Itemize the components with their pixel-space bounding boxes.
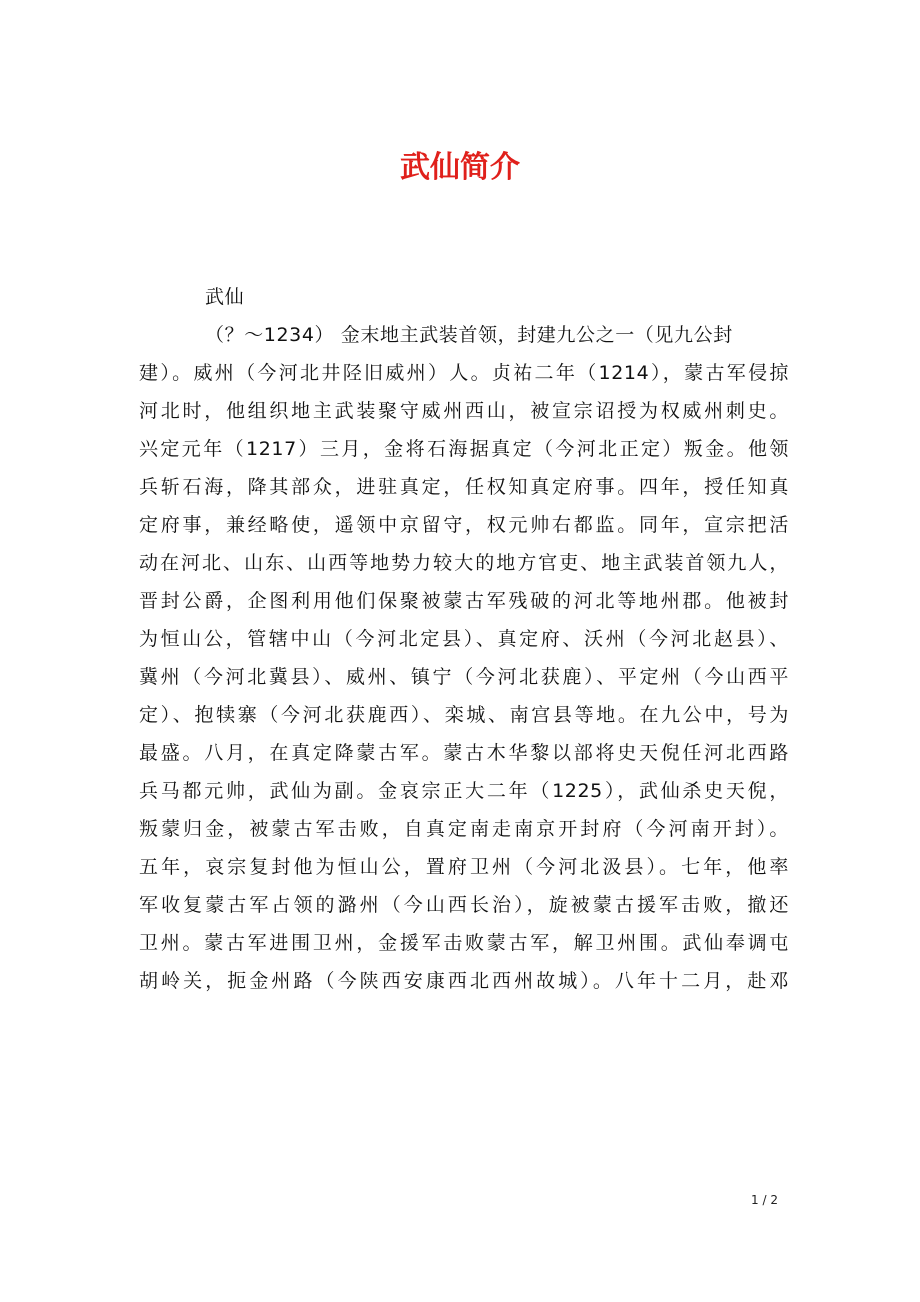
paragraph-line: 定府事，兼经略使，遥领中京留守，权元帅右都监。同年，宣宗把活 [139, 514, 789, 536]
section-heading: 武仙 [205, 286, 245, 308]
paragraph-line: 晋封公爵，企图利用他们保聚被蒙古军残破的河北等地州郡。他被封 [139, 590, 789, 612]
paragraph-line: 兵斩石海，降其部众，进驻真定，任权知真定府事。四年，授任知真 [139, 476, 789, 498]
paragraph-line: 兵马都元帅，武仙为副。金哀宗正大二年（1225），武仙杀史天倪， [139, 780, 789, 802]
paragraph-line: 定）、抱犊寨（今河北获鹿西）、栾城、南宫县等地。在九公中，号为 [139, 704, 789, 726]
paragraph-line: 河北时，他组织地主武装聚守威州西山，被宣宗诏授为权威州刺史。 [139, 400, 789, 422]
paragraph-line: 军收复蒙古军占领的潞州（今山西长治），旋被蒙古援军击败，撤还 [139, 894, 789, 916]
paragraph-line: 叛蒙归金，被蒙古军击败，自真定南走南京开封府（今河南开封）。 [139, 818, 789, 840]
document-body [139, 278, 789, 1000]
paragraph-line: 卫州。蒙古军进围卫州，金援军击败蒙古军，解卫州围。武仙奉调屯 [139, 932, 789, 954]
paragraph-line: （？～1234） 金末地主武装首领，封建九公之一（见九公封 [205, 324, 733, 346]
page-number: 1 / 2 [751, 1193, 778, 1207]
paragraph-line: 动在河北、山东、山西等地势力较大的地方官吏、地主武装首领九人， [139, 552, 789, 574]
paragraph-line: 兴定元年（1217）三月，金将石海据真定（今河北正定）叛金。他领 [139, 438, 789, 460]
paragraph-line: 胡岭关，扼金州路（今陕西安康西北西州故城）。八年十二月，赴邓 [139, 970, 789, 992]
paragraph-line: 为恒山公，管辖中山（今河北定县）、真定府、沃州（今河北赵县）、 [139, 628, 789, 650]
paragraph-line: 冀州（今河北冀县）、威州、镇宁（今河北获鹿）、平定州（今山西平 [139, 666, 789, 688]
paragraph-line: 建）。威州（今河北井陉旧威州）人。贞祐二年（1214），蒙古军侵掠 [139, 362, 789, 384]
paragraph-line: 五年，哀宗复封他为恒山公，置府卫州（今河北汲县）。七年，他率 [139, 856, 789, 878]
document-title: 武仙简介 [400, 150, 520, 185]
paragraph-line: 最盛。八月，在真定降蒙古军。蒙古木华黎以部将史天倪任河北西路 [139, 742, 789, 764]
